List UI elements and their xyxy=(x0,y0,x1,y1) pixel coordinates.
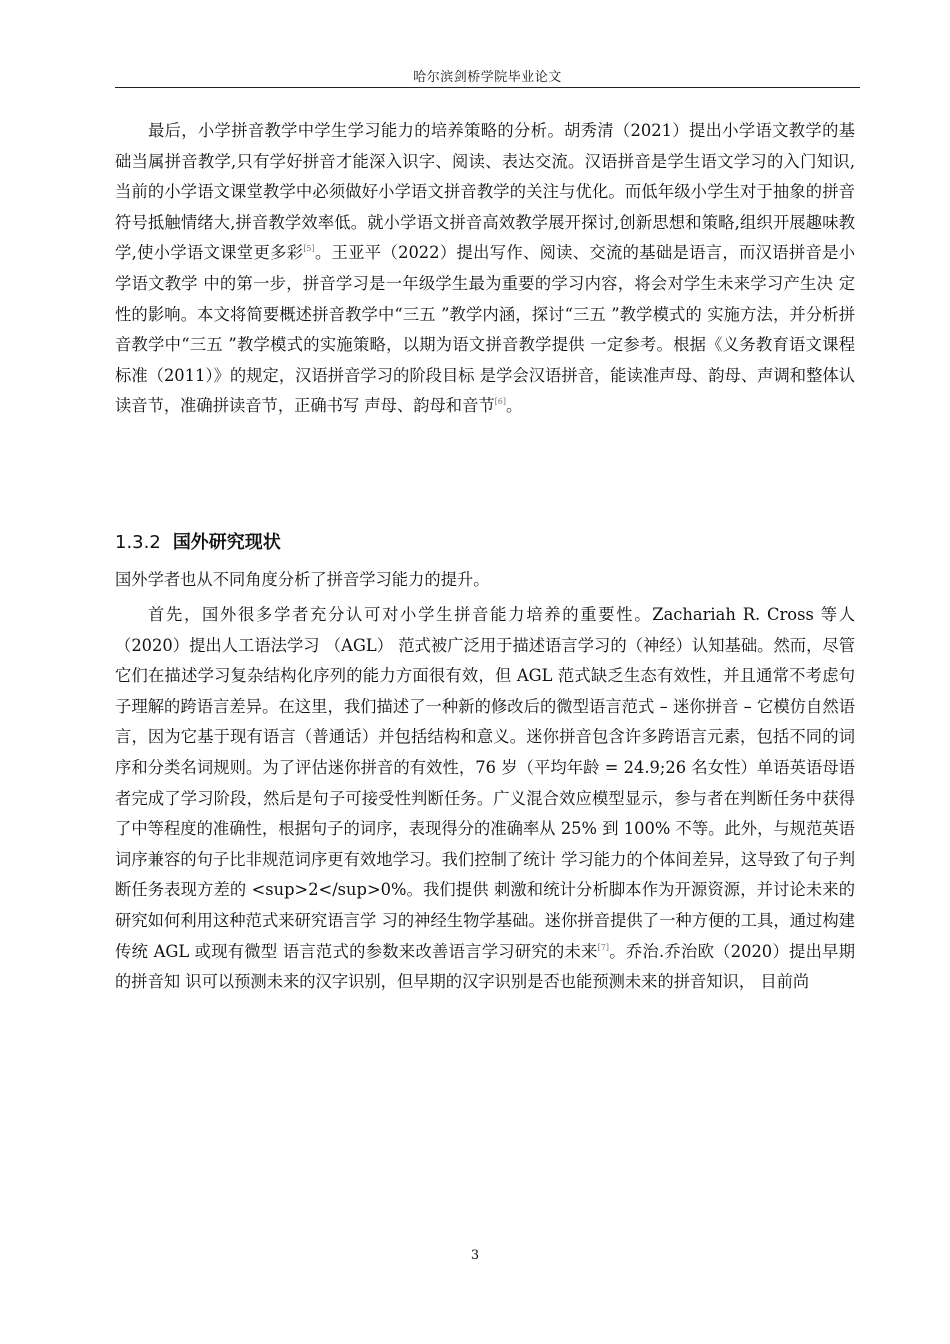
page-number: 3 xyxy=(470,1248,480,1263)
paragraph-text: 。 xyxy=(506,396,523,416)
citation-mark: [5] xyxy=(303,244,315,254)
paragraph-domestic-research xyxy=(115,116,855,422)
section-title: 国外研究现状 xyxy=(172,532,281,553)
paragraph-text: 。乔治.乔治欧（2020）提出早期的拼音知 识可以预测未来的汉字识别，但早期的汉字识别是否也能预测未来的拼音知识， 目前尚 xyxy=(115,941,855,992)
paragraph-text: 首先，国外很多学者充分认可对小学生拼音能力培养的重要性。Zachariah R. Cross 等人（2020）提出人工语法学习 （AGL） 范式被广泛用于描述语言学习的（神经）认知基础。然而，尽管它们在描述学习复杂结构化序列的能力方面很有效，但 AGL 范式缺乏生态有效性，并且通常不考虑句子理解的跨语言差异。在这里，我们描述了一种新的修改后的微型语言范式 – 迷你拼音 – 它模仿自然语言，因为它基于现有语言（普通话）并包括结构和意义。迷你拼音包含许多跨语言元素，包括不同的词序和分类名词规则。为了评估迷你拼音的有效性，76 岁（平均年龄 = 24.9;26 名女性）单语英语母语者完成了学习阶段，然后是句子可接受性判断任务。广义混合效应模型显示，参与者在判断任务中获得了中等程度的准确性，根据句子的词序，表现得分的准确率从 25% 到 100% 不等。此外，与规范英语词序兼容的句子比非规范词序更有效地学习。我们控制了统计 学习能力的个体间差异，这导致了句子判断任务表现方差的 <sup>2</sup>0%。我们提供 刺激和统计分析脚本作为开源资源，并讨论未来的研究如何利用这种范式来研究语言学 习的神经生物学基础。迷你拼音提供了一种方便的工具，通过构建传统 AGL 或现有微型 语言范式的参数来改善语言学习研究的未来 xyxy=(115,605,855,961)
paragraph-text: 。王亚平（2022）提出写作、阅读、交流的基础是语言，而汉语拼音是小学语文教学 中的第一步，拼音学习是一年级学生最为重要的学习内容，将会对学生未来学习产生决 定性的影响。本文将简要概述拼音教学中“三五 ”教学内涵，探讨“三五 ”教学模式的 实施方法，并分析拼音教学中“三五 ”教学模式的实施策略，以期为语文拼音教学提供 一定参考。根据《义务教育语文课程标准（2011）》的规定，汉语拼音学习的阶段目标 是学会汉语拼音，能读准声母、韵母、声调和整体认读音节，准确拼读音节，正确书写 声母、韵母和音节 xyxy=(115,243,855,416)
paragraph-foreign-research xyxy=(115,600,855,998)
paragraph-intro: 国外学者也从不同角度分析了拼音学习能力的提升。 xyxy=(115,570,490,589)
section-number: 1.3.2 xyxy=(115,532,161,553)
citation-mark: [7] xyxy=(597,942,610,952)
page-header: 哈尔滨剑桥学院毕业论文 xyxy=(413,70,562,85)
citation-mark: [6] xyxy=(494,397,506,407)
section-heading xyxy=(115,528,281,554)
paragraph-text: 最后，小学拼音教学中学生学习能力的培养策略的分析。胡秀清（2021）提出小学语文教学的基础当属拼音教学,只有学好拼音才能深入识字、阅读、表达交流。汉语拼音是学生语文学习的入门知识,当前的小学语文课堂教学中必须做好小学语文拼音教学的关注与优化。而低年级小学生对于抽象的拼音符号抵触情绪大,拼音教学效率低。就小学语文拼音高效教学展开探讨,创新思想和策略,组织开展趣味教学,使小学语文课堂更多彩 xyxy=(115,121,855,263)
header-rule xyxy=(115,87,860,88)
